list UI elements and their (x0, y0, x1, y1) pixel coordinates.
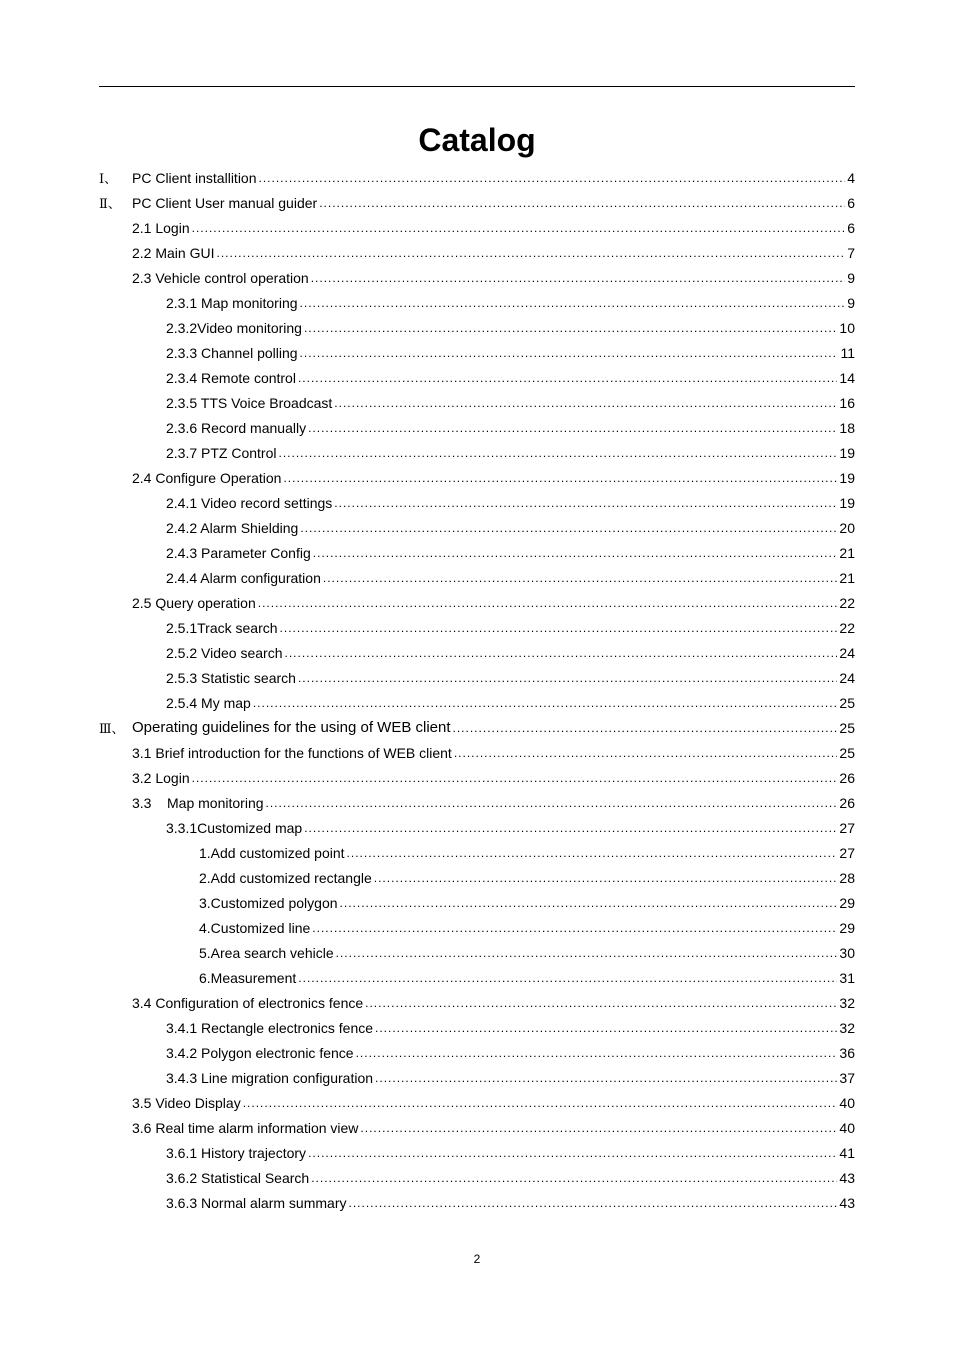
toc-entry-page-number: 43 (839, 1169, 855, 1186)
toc-entry-page-number: 6 (847, 194, 855, 211)
page-title: Catalog (418, 122, 536, 158)
toc-entry[interactable] (99, 990, 855, 1015)
toc-entry-label: 2.4.3 Parameter Config (166, 544, 311, 561)
toc-entry-page-number: 40 (839, 1094, 855, 1111)
toc-entry-label: 3.3.1Customized map (166, 819, 303, 836)
toc-entry-marker: Ⅱ、 (99, 197, 121, 212)
toc-entry-page-number: 9 (847, 294, 855, 311)
toc-entry-page-number: 30 (839, 944, 855, 961)
toc-entry[interactable] (99, 965, 855, 990)
toc-entry-leader-dots (192, 771, 838, 785)
toc-entry[interactable] (99, 390, 855, 415)
toc-entry-label: 2.3.2Video monitoring (166, 319, 302, 336)
toc-entry-label: 2.3.4 Remote control (166, 369, 296, 386)
header-rule (99, 86, 855, 87)
toc-entry-label: 2.2 Main GUI (132, 244, 215, 261)
toc-entry-label: 1.Add customized point (199, 844, 345, 861)
toc-entry-leader-dots (298, 371, 837, 385)
toc-entry-page-number: 24 (839, 644, 855, 661)
toc-entry-marker: Ⅰ、 (99, 172, 118, 187)
toc-entry-label: 2.4 Configure Operation (132, 469, 282, 486)
toc-entry[interactable] (99, 515, 855, 540)
toc-entry-leader-dots (304, 321, 837, 335)
toc-entry[interactable] (99, 865, 855, 890)
toc-entry-leader-dots (300, 521, 837, 535)
toc-entry-leader-dots (340, 896, 838, 910)
toc-entry[interactable] (99, 215, 855, 240)
toc-entry[interactable] (99, 365, 855, 390)
toc-entry-label: 2.4.1 Video record settings (166, 494, 333, 511)
toc-entry[interactable] (99, 690, 855, 715)
toc-entry-leader-dots (279, 446, 838, 460)
toc-entry-leader-dots (334, 396, 837, 410)
toc-entry[interactable] (99, 190, 855, 215)
toc-entry-label: 2.3.7 PTZ Control (166, 444, 277, 461)
toc-entry[interactable] (99, 790, 855, 815)
toc-entry-label: 3.1 Brief introduction for the functions of WEB client (132, 744, 452, 761)
toc-entry-leader-dots (259, 171, 846, 185)
toc-entry[interactable] (99, 1115, 855, 1140)
toc-entry-leader-dots (304, 821, 837, 835)
toc-entry-leader-dots (243, 1096, 838, 1110)
toc-entry-leader-dots (308, 1146, 837, 1160)
toc-entry-page-number: 43 (839, 1194, 855, 1211)
toc-entry-label: 3.6.2 Statistical Search (166, 1169, 310, 1186)
toc-entry-page-number: 19 (839, 494, 855, 511)
toc-entry-leader-dots (374, 871, 838, 885)
toc-entry[interactable] (99, 840, 855, 865)
toc-entry[interactable] (99, 1065, 855, 1090)
toc-entry-marker: Ⅲ、 (99, 722, 125, 737)
toc-entry-page-number: 27 (839, 844, 855, 861)
toc-entry-label: 3.6 Real time alarm information view (132, 1119, 359, 1136)
toc-entry-leader-dots (319, 196, 845, 210)
toc-entry-page-number: 26 (839, 769, 855, 786)
toc-entry[interactable] (99, 740, 855, 765)
toc-entry-page-number: 18 (839, 419, 855, 436)
toc-entry-leader-dots (253, 696, 838, 710)
toc-entry[interactable] (99, 915, 855, 940)
toc-entry-leader-dots (375, 1071, 837, 1085)
toc-entry-leader-dots (349, 1196, 838, 1210)
toc-entry-page-number: 16 (839, 394, 855, 411)
toc-entry[interactable] (99, 565, 855, 590)
toc-entry-label: Operating guidelines for the using of WEB client (132, 719, 451, 736)
toc-entry[interactable] (99, 715, 855, 740)
toc-entry[interactable] (99, 590, 855, 615)
toc-entry[interactable] (99, 640, 855, 665)
toc-entry[interactable] (99, 165, 855, 190)
toc-entry[interactable] (99, 1015, 855, 1040)
toc-entry-label: 2.Add customized rectangle (199, 869, 372, 886)
toc-entry-label: 2.3.1 Map monitoring (166, 294, 298, 311)
toc-entry-leader-dots (334, 496, 837, 510)
toc-entry-page-number: 26 (839, 794, 855, 811)
toc-entry-label: 3.3 Map monitoring (132, 794, 264, 811)
toc-entry-page-number: 4 (847, 169, 855, 186)
toc-entry-label: 3.6.1 History trajectory (166, 1144, 307, 1161)
toc-entry-label: 3.6.3 Normal alarm summary (166, 1194, 347, 1211)
toc-entry-page-number: 9 (847, 269, 855, 286)
toc-entry[interactable] (99, 490, 855, 515)
toc-entry-leader-dots (311, 1171, 837, 1185)
toc-entry-label: 3.4.2 Polygon electronic fence (166, 1044, 354, 1061)
toc-entry[interactable] (99, 890, 855, 915)
toc-entry-page-number: 19 (839, 444, 855, 461)
toc-entry-label: 2.3 Vehicle control operation (132, 269, 309, 286)
toc-entry[interactable] (99, 1190, 855, 1215)
toc-entry[interactable] (99, 1090, 855, 1115)
toc-entry-page-number: 29 (839, 894, 855, 911)
toc-entry-page-number: 21 (839, 544, 855, 561)
toc-entry[interactable] (99, 340, 855, 365)
toc-entry[interactable] (99, 1040, 855, 1065)
toc-entry-leader-dots (192, 221, 846, 235)
toc-entry-label: 5.Area search vehicle (199, 944, 334, 961)
toc-entry-label: 3.4.1 Rectangle electronics fence (166, 1019, 374, 1036)
toc-entry-leader-dots (365, 996, 837, 1010)
toc-entry-label: 4.Customized line (199, 919, 311, 936)
toc-entry-label: 2.3.3 Channel polling (166, 344, 298, 361)
toc-entry-leader-dots (311, 271, 846, 285)
toc-entry-page-number: 37 (839, 1069, 855, 1086)
toc-entry-leader-dots (312, 921, 837, 935)
toc-entry-leader-dots (258, 596, 838, 610)
table-of-contents (99, 165, 855, 1215)
toc-entry-page-number: 11 (840, 344, 855, 361)
toc-entry-page-number: 19 (839, 469, 855, 486)
toc-entry-label: PC Client installition (132, 169, 257, 186)
toc-entry-page-number: 24 (839, 669, 855, 686)
toc-entry-label: 3.5 Video Display (132, 1094, 241, 1111)
toc-entry-page-number: 36 (839, 1044, 855, 1061)
toc-entry-label: 2.3.6 Record manually (166, 419, 307, 436)
toc-entry-page-number: 10 (839, 319, 855, 336)
toc-entry-page-number: 22 (839, 619, 855, 636)
toc-entry-page-number: 21 (839, 569, 855, 586)
toc-entry-leader-dots (308, 421, 837, 435)
toc-entry[interactable] (99, 315, 855, 340)
toc-entry-leader-dots (313, 546, 838, 560)
toc-entry-leader-dots (300, 296, 846, 310)
toc-entry-label: 2.5.3 Statistic search (166, 669, 296, 686)
toc-entry-page-number: 6 (847, 219, 855, 236)
toc-entry-leader-dots (216, 246, 845, 260)
toc-entry[interactable] (99, 240, 855, 265)
toc-entry[interactable] (99, 1165, 855, 1190)
toc-entry[interactable] (99, 615, 855, 640)
toc-entry-label: 2.5 Query operation (132, 594, 256, 611)
toc-entry-leader-dots (453, 721, 838, 735)
toc-entry-page-number: 25 (839, 744, 855, 761)
toc-entry-leader-dots (356, 1046, 838, 1060)
toc-entry[interactable] (99, 440, 855, 465)
toc-entry-page-number: 28 (839, 869, 855, 886)
toc-entry[interactable] (99, 465, 855, 490)
toc-entry-leader-dots (323, 571, 838, 585)
toc-entry-label: 6.Measurement (199, 969, 297, 986)
toc-entry-page-number: 32 (839, 1019, 855, 1036)
toc-entry-label: 2.3.5 TTS Voice Broadcast (166, 394, 333, 411)
toc-entry[interactable] (99, 765, 855, 790)
toc-entry-page-number: 7 (847, 244, 855, 261)
toc-entry-label: 3.4.3 Line migration configuration (166, 1069, 374, 1086)
toc-entry-page-number: 27 (839, 819, 855, 836)
page-number: 2 (473, 1252, 481, 1266)
toc-entry-leader-dots (360, 1121, 837, 1135)
toc-entry-page-number: 40 (839, 1119, 855, 1136)
toc-entry-page-number: 31 (839, 969, 855, 986)
toc-entry-leader-dots (298, 671, 837, 685)
toc-entry-page-number: 29 (839, 919, 855, 936)
toc-entry-leader-dots (266, 796, 838, 810)
toc-entry[interactable] (99, 815, 855, 840)
toc-entry-page-number: 41 (839, 1144, 855, 1161)
toc-entry-leader-dots (300, 346, 839, 360)
toc-entry-label: 2.4.4 Alarm configuration (166, 569, 321, 586)
toc-entry-page-number: 25 (839, 719, 855, 736)
toc-entry-leader-dots (336, 946, 838, 960)
toc-entry-page-number: 20 (839, 519, 855, 536)
toc-entry-leader-dots (454, 746, 838, 760)
toc-entry-leader-dots (298, 971, 837, 985)
toc-entry-page-number: 14 (839, 369, 855, 386)
toc-entry-label: 3.2 Login (132, 769, 190, 786)
toc-entry-label: 3.4 Configuration of electronics fence (132, 994, 364, 1011)
toc-entry[interactable] (99, 540, 855, 565)
toc-entry-leader-dots (285, 646, 838, 660)
toc-entry-label: PC Client User manual guider (132, 194, 318, 211)
toc-entry-leader-dots (280, 621, 838, 635)
toc-entry-label: 2.5.4 My map (166, 694, 251, 711)
toc-entry[interactable] (99, 940, 855, 965)
toc-entry-label: 2.4.2 Alarm Shielding (166, 519, 299, 536)
toc-entry[interactable] (99, 665, 855, 690)
toc-entry-label: 3.Customized polygon (199, 894, 338, 911)
toc-entry-page-number: 32 (839, 994, 855, 1011)
toc-entry-leader-dots (283, 471, 837, 485)
toc-entry-leader-dots (375, 1021, 837, 1035)
toc-entry-page-number: 22 (839, 594, 855, 611)
toc-entry-page-number: 25 (839, 694, 855, 711)
toc-entry[interactable] (99, 265, 855, 290)
toc-entry[interactable] (99, 415, 855, 440)
toc-entry-label: 2.5.1Track search (166, 619, 278, 636)
toc-entry[interactable] (99, 1140, 855, 1165)
toc-entry[interactable] (99, 290, 855, 315)
toc-entry-label: 2.1 Login (132, 219, 190, 236)
toc-entry-label: 2.5.2 Video search (166, 644, 283, 661)
toc-entry-leader-dots (347, 846, 838, 860)
